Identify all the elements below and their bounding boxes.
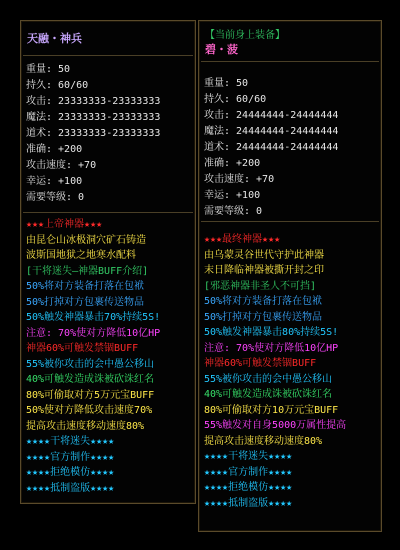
attribute-line: 幸运: +100 [26, 176, 83, 187]
description-line: 注意: 70%使对方降低10亿HP [204, 342, 339, 354]
description-line: 神器60%可触发禁锢BUFF [204, 358, 317, 369]
description-line: 注意: 70%使对方降低10亿HP [26, 327, 161, 339]
description-line: 80%可偷取对方5万元宝BUFF [26, 389, 155, 401]
description-line: 40%可触发造成诛被砍诛红名 [26, 374, 155, 385]
description-line: 由昆仑山冰极洞穴矿石铸造 [26, 234, 146, 246]
attribute-line: 攻击速度: +70 [204, 174, 275, 185]
attribute-line: 幸运: +100 [204, 190, 261, 201]
description-line: 55%被你攻击的会中愚公移山 [26, 358, 155, 370]
description-line: 50%将对方装备打落在包袱 [204, 296, 323, 307]
description-line: ★★★★干将迷失★★★★ [204, 451, 293, 462]
left-item-tooltip [20, 20, 196, 504]
equipped-header: 【当前身上装备】 [205, 30, 285, 41]
divider [201, 61, 379, 62]
attribute-line: 道术: 24444444-24444444 [204, 142, 339, 153]
description-line: 80%可偷取对方10万元宝BUFF [204, 404, 339, 416]
attribute-line: 准确: +200 [204, 158, 261, 169]
description-line: ★★★★拒绝模仿★★★★ [204, 482, 293, 493]
description-line: ★★★最终神器★★★ [204, 234, 281, 245]
description-line: 55%被你攻击的会中愚公移山 [204, 373, 333, 385]
description-line: 55%触发对自身5000万属性提高 [204, 420, 347, 431]
attribute-line: 攻击: 24444444-24444444 [204, 110, 339, 121]
description-line: 提高攻击速度移动速度80% [204, 435, 323, 447]
description-line: 50%使对方降低攻击速度70% [26, 405, 153, 416]
attribute-line: 魔法: 24444444-24444444 [204, 126, 339, 137]
equipped-item-tooltip [198, 20, 382, 532]
attribute-line: 道术: 23333333-23333333 [26, 128, 161, 139]
attribute-line: 重量: 50 [204, 78, 249, 89]
description-line: ★★★★官方制作★★★★ [204, 466, 293, 478]
attribute-line: 攻击速度: +70 [26, 160, 97, 171]
attribute-line: 重量: 50 [26, 64, 71, 75]
attribute-line: 需要等级: 0 [26, 192, 85, 203]
description-line: 神器60%可触发禁锢BUFF [26, 343, 139, 354]
description-line: 提高攻击速度移动速度80% [26, 420, 145, 432]
divider [201, 221, 379, 222]
description-line: 50%打掉对方包裹传送物品 [26, 296, 145, 308]
description-line: 50%触发神器暴击70%持续5S! [26, 312, 161, 323]
attribute-line: 攻击: 23333333-23333333 [26, 96, 161, 107]
divider [23, 55, 193, 56]
description-line: ★★★上帝神器★★★ [26, 219, 103, 230]
description-line: ★★★★抵制盗版★★★★ [26, 482, 115, 494]
description-line: 波斯国地狱之地寒水配料 [26, 250, 136, 261]
description-line: 末日降临神器被撕开封之印 [204, 265, 324, 276]
attribute-line: 持久: 60/60 [26, 80, 89, 91]
description-line: 40%可触发造成诛被砍诛红名 [204, 389, 333, 400]
description-line: ★★★★官方制作★★★★ [26, 451, 115, 463]
attribute-line: 魔法: 23333333-23333333 [26, 112, 161, 123]
description-line: [干将迷失—神器BUFF介绍] [26, 265, 149, 277]
description-line: 由乌蒙灵谷世代守护此神器 [204, 249, 324, 261]
description-line: [邪恶神器非圣人不可挡] [204, 280, 317, 292]
attribute-line: 持久: 60/60 [204, 94, 267, 105]
description-line: 50%触发神器暴击80%持续5S! [204, 327, 339, 338]
description-line: ★★★★干将迷失★★★★ [26, 436, 115, 447]
description-line: 50%打掉对方包裹传送物品 [204, 311, 323, 323]
description-line: 50%将对方装备打落在包袱 [26, 281, 145, 292]
divider [23, 212, 193, 213]
item-title: 碧・菠 [205, 43, 238, 56]
attribute-line: 需要等级: 0 [204, 206, 263, 217]
attribute-line: 准确: +200 [26, 144, 83, 155]
item-title: 天融・神兵 [27, 32, 82, 45]
description-line: ★★★★拒绝模仿★★★★ [26, 467, 115, 478]
description-line: ★★★★抵制盗版★★★★ [204, 497, 293, 509]
